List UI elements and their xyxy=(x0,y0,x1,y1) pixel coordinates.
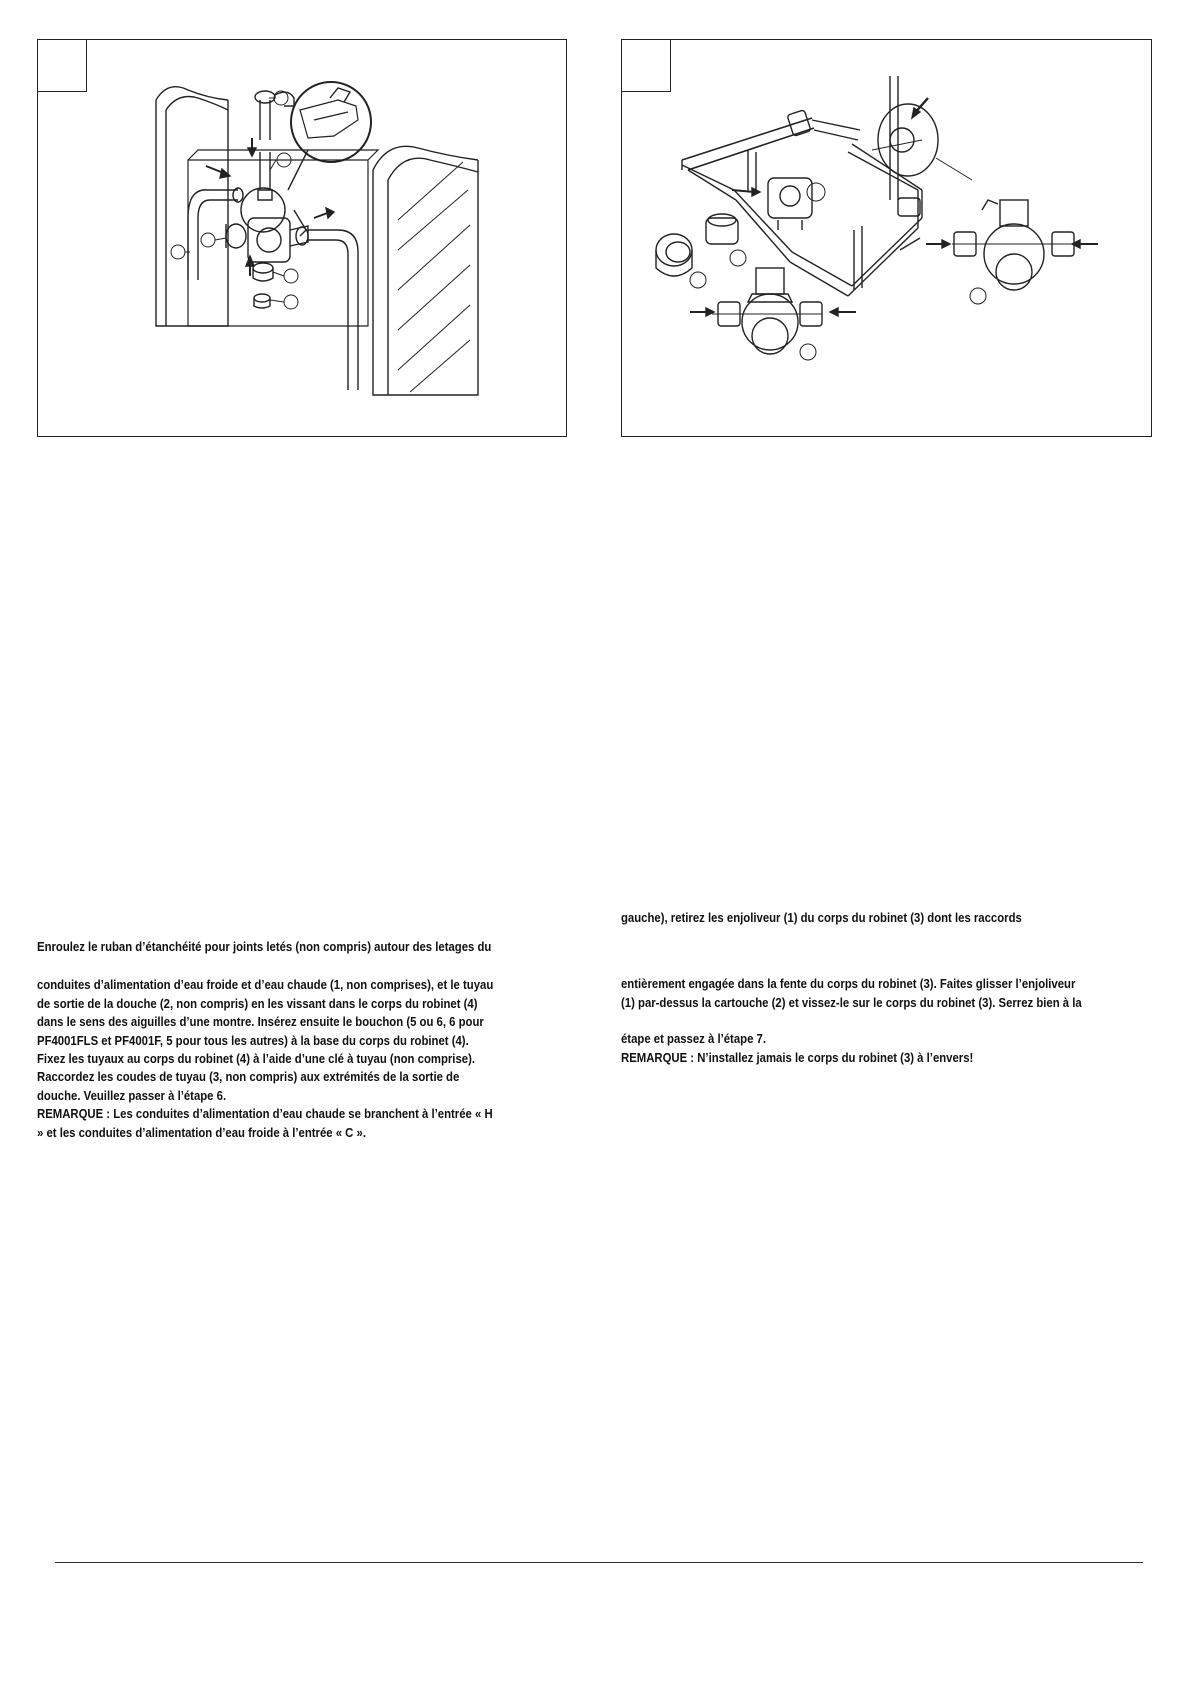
right-line-4: étape et passez à l’étape 7. xyxy=(621,1031,766,1047)
left-line-4: dans le sens des aiguilles d’une montre. Insérez ensuite le bouchon (5 ou 6, 6 pour xyxy=(37,1014,484,1030)
right-line-3: (1) par-dessus la cartouche (2) et vissez-le sur le corps du robinet (3). Serrez bien à la xyxy=(621,994,1082,1010)
left-wall-stud xyxy=(156,87,228,326)
plug-caps xyxy=(246,256,273,308)
footer-divider xyxy=(55,1562,1143,1563)
figure-left-installation xyxy=(37,39,567,437)
left-line-1: Enroulez le ruban d’étanchéité pour joints letés (non compris) autour des letages du xyxy=(37,939,492,954)
left-note-line-2: » et les conduites d’alimentation d’eau froide à l’entrée « C ». xyxy=(37,1124,366,1140)
right-wall-stud xyxy=(373,146,478,395)
mounting-board xyxy=(188,150,378,326)
top-valve-assembly xyxy=(872,76,972,200)
left-line-6: Fixez les tuyaux au corps du robinet (4) à l’aide d’une clé à tuyau (non comprise). xyxy=(37,1051,475,1067)
left-line-5: PF4001FLS et PF4001F, 5 pour tous les autres) à la base du corps du robinet (4). xyxy=(37,1032,469,1048)
right-line-2: entièrement engagée dans la fente du corps du robinet (3). Faites glisser l’enjoliveur xyxy=(621,976,1076,992)
middle-valve xyxy=(732,178,825,230)
left-note-line-1: REMARQUE : Les conduites d’alimentation d’eau chaude se branchent à l’entrée « H xyxy=(37,1106,493,1122)
valve-bottom-left xyxy=(690,268,856,360)
left-line-7: Raccordez les coudes de tuyau (3, non compris) aux extrémités de la sortie de xyxy=(37,1069,460,1085)
pipe-loop xyxy=(682,110,922,296)
right-note: REMARQUE : N’installez jamais le corps du robinet (3) à l’envers! xyxy=(621,1049,974,1065)
figure-right-installation xyxy=(621,39,1152,437)
shower-outlet-pipe xyxy=(248,91,294,200)
right-illustration xyxy=(622,40,1153,438)
left-line-8: douche. Veuillez passer à l’étape 6. xyxy=(37,1087,227,1103)
left-line-3: de sortie de la douche (2, non compris) en les vissant dans le corps du robinet (4) xyxy=(37,995,478,1011)
left-illustration xyxy=(38,40,568,438)
left-instructions xyxy=(37,938,493,1142)
valve-right xyxy=(926,200,1098,304)
right-line-1: gauche), retirez les enjoliveur (1) du corps du robinet (3) dont les raccords xyxy=(621,910,1022,925)
cartridge-and-escutcheon xyxy=(656,214,746,288)
left-line-2: conduites d’alimentation d’eau froide et d’eau chaude (1, non comprises), et le tuyau xyxy=(37,977,494,993)
right-instructions xyxy=(621,909,1082,1067)
